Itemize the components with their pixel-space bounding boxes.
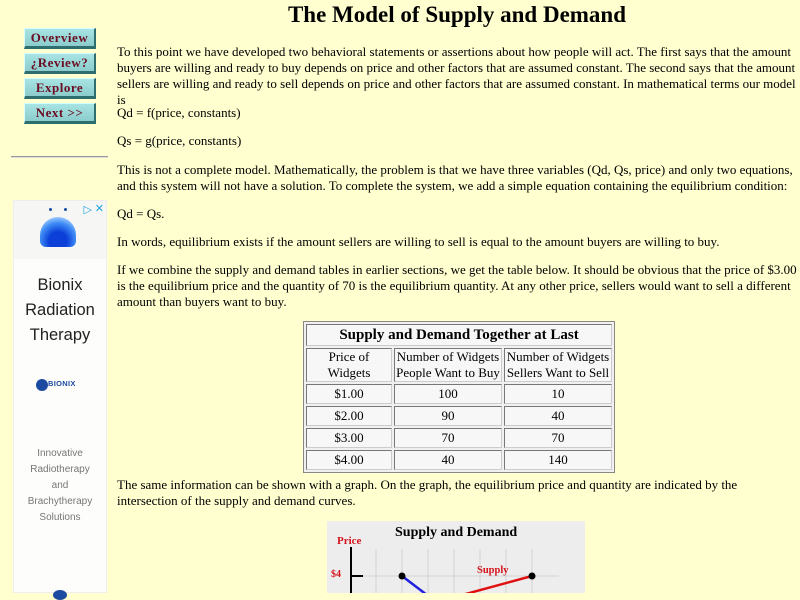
column-header-sell: Number of Widgets Sellers Want to Sell [504,348,612,382]
ad-body [14,446,106,526]
buy-cell: 40 [394,450,502,470]
graph-title: Supply and Demand [395,525,518,540]
overview-button[interactable]: Overview [24,28,96,49]
graph-y-axis-label: Price [337,535,362,547]
table-header-row [306,348,612,382]
ad-body-line: Brachytherapy [27,496,93,507]
advertisement[interactable] [13,200,107,593]
supply-demand-table [303,321,615,473]
supply-demand-graph [327,521,585,593]
price-cell: $3.00 [306,428,392,448]
page-title: The Model of Supply and Demand [287,2,627,27]
column-header-buy: Number of Widgets People Want to Buy [394,348,502,382]
buy-cell: 100 [394,384,502,404]
qd-equation: Qd = f(price, constants) [117,105,241,120]
nav-menu [24,28,98,128]
close-icon[interactable]: ✕ [94,203,104,215]
table-intro-paragraph: If we combine the supply and demand tables in earlier sections, we get the table below. It should be obvious that the price of $3.00 is the equilibrium price and the quantity of 70 is the equilibrium quantity. At any other price, sellers would want to sell a different amount than buyers want to buy. [117,262,797,309]
table-row [306,450,612,470]
table-row [306,428,612,448]
price-cell: $1.00 [306,384,392,404]
price-cell: $4.00 [306,450,392,470]
table-row [306,384,612,404]
ad-headline[interactable] [14,273,106,348]
equilibrium-equation: Qd = Qs. [117,206,165,221]
ad-headline-line: Radiation [25,301,95,319]
next-button[interactable]: Next >> [24,103,96,124]
adchoices-icon[interactable]: ▷ [83,204,92,216]
bionix-logo-text: BIONIX [48,379,76,388]
sidebar-divider [11,156,108,158]
model-paragraph: This is not a complete model. Mathematically, the problem is that we have three variables (Qd, Qs, price) and only two equations, and this system will not have a solution. To complete the system, we add a simple equation containing the equilibrium condition: [117,162,793,193]
ad-body-line: and [51,480,69,491]
ad-body-line: Innovative [37,448,83,459]
price-cell: $2.00 [306,406,392,426]
ad-headline-line: Bionix [37,276,83,294]
bionix-logo-icon [36,379,48,391]
ad-headline-line: Therapy [29,326,91,344]
sell-cell: 10 [504,384,612,404]
table-row [306,406,612,426]
graph-intro-paragraph: The same information can be shown with a graph. On the graph, the equilibrium price and quantity are indicated by the intersection of the supply and demand curves. [117,477,738,508]
ad-image-dot [49,208,52,211]
column-header-price: Price of Widgets [306,348,392,382]
review-button[interactable]: ¿Review? [24,53,96,74]
ad-logo-icon [53,590,67,600]
sell-cell: 140 [504,450,612,470]
ad-body-line: Radiotherapy [30,464,90,475]
ad-body-line: Solutions [39,512,81,523]
buy-cell: 90 [394,406,502,426]
mouthguard-icon [40,217,76,247]
sell-cell: 40 [504,406,612,426]
bionix-logo[interactable] [34,378,90,394]
intro-paragraph: To this point we have developed two behavioral statements or assertions about how people will act. The first says that the amount buyers are willing and ready to buy depends on price and other factors that are assumed constant. The second says that the amount sellers are willing and ready to sell depends on price and other factors that are assumed constant. In mathematical terms our model is [117,44,796,107]
explore-button[interactable]: Explore [24,78,96,99]
table-title: Supply and Demand Together at Last [306,324,612,346]
graph-y-tick: $4 [331,569,341,580]
ad-image[interactable] [14,201,106,259]
ad-image-dot [64,208,67,211]
sell-cell: 70 [504,428,612,448]
sidebar [0,0,115,593]
supply-curve-label: Supply [477,565,509,576]
buy-cell: 70 [394,428,502,448]
qs-equation: Qs = g(price, constants) [117,133,242,148]
equilibrium-paragraph: In words, equilibrium exists if the amount sellers are willing to sell is equal to the amount buyers are willing to buy. [117,234,720,249]
